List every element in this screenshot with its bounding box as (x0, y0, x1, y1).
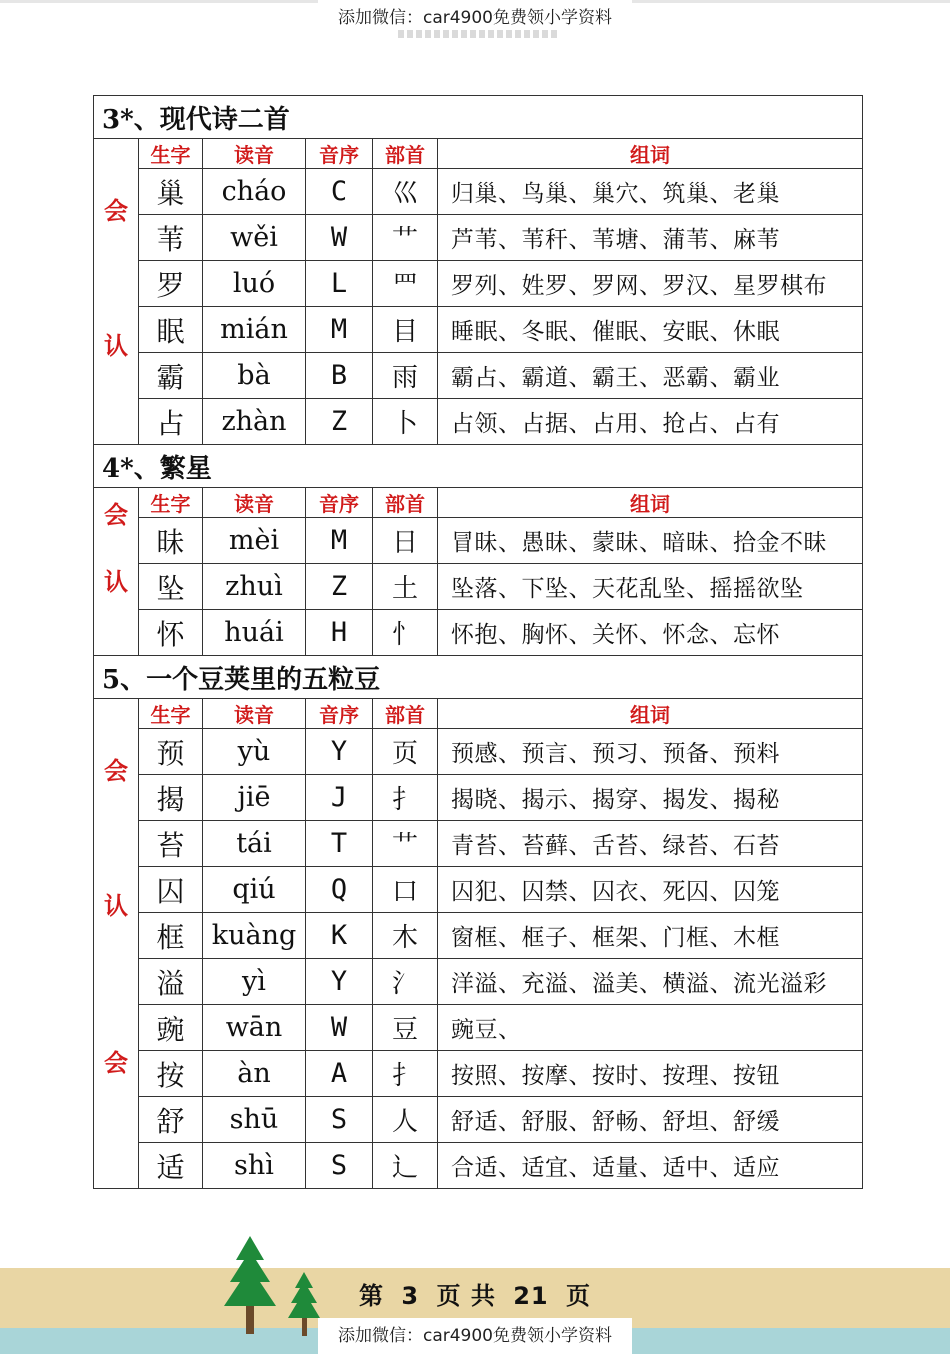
header-char: 生字 (139, 699, 203, 729)
header-row (94, 699, 863, 729)
words-cell: 芦苇、苇秆、苇塘、蒲苇、麻苇 (438, 215, 863, 261)
pinyin-cell: zhuì (203, 564, 306, 610)
page-number (0, 1276, 950, 1311)
char-cell: 囚 (139, 867, 203, 913)
pinyin-cell: wěi (203, 215, 306, 261)
watermark-top: 添加微信：car4900免费领小学资料 (318, 0, 632, 36)
radical-cell: 日 (373, 518, 438, 564)
seq-cell: Z (306, 564, 373, 610)
table-row (94, 564, 863, 610)
side-label: 会 (104, 195, 128, 225)
header-radical: 部首 (373, 699, 438, 729)
table-row (94, 307, 863, 353)
radical-cell: 氵 (373, 959, 438, 1005)
words-cell: 合适、适宜、适量、适中、适应 (438, 1143, 863, 1189)
table-row (94, 913, 863, 959)
header-radical: 部首 (373, 488, 438, 518)
section-title: 5、一个豆荚里的五粒豆 (94, 656, 863, 699)
side-labels (94, 139, 139, 445)
words-cell: 洋溢、充溢、溢美、横溢、流光溢彩 (438, 959, 863, 1005)
words-cell: 占领、占据、占用、抢占、占有 (438, 399, 863, 445)
watermark-bottom: 添加微信：car4900免费领小学资料 (318, 1318, 632, 1354)
seq-cell: L (306, 261, 373, 307)
seq-cell: Y (306, 959, 373, 1005)
char-cell: 占 (139, 399, 203, 445)
page-current: 3 (401, 1282, 420, 1310)
radical-cell: 土 (373, 564, 438, 610)
seq-cell: A (306, 1051, 373, 1097)
char-cell: 霸 (139, 353, 203, 399)
side-labels (94, 488, 139, 656)
pinyin-cell: mèi (203, 518, 306, 564)
side-label: 认 (104, 890, 128, 920)
radical-cell: 页 (373, 729, 438, 775)
table-row (94, 399, 863, 445)
table-row (94, 729, 863, 775)
char-cell: 眠 (139, 307, 203, 353)
section-title: 4*、繁星 (94, 445, 863, 488)
words-cell: 睡眠、冬眠、催眠、安眠、休眠 (438, 307, 863, 353)
side-label: 会 (104, 755, 128, 785)
words-cell: 囚犯、囚禁、囚衣、死囚、囚笼 (438, 867, 863, 913)
side-labels (94, 699, 139, 1189)
pinyin-cell: huái (203, 610, 306, 656)
table-row (94, 959, 863, 1005)
watermark-subtext (398, 30, 558, 38)
header-words: 组词 (438, 488, 863, 518)
seq-cell: W (306, 215, 373, 261)
seq-cell: J (306, 775, 373, 821)
words-cell: 冒昧、愚昧、蒙昧、暗昧、拾金不昧 (438, 518, 863, 564)
pinyin-cell: cháo (203, 169, 306, 215)
table-row (94, 610, 863, 656)
words-cell: 豌豆、 (438, 1005, 863, 1051)
words-cell: 窗框、框子、框架、门框、木框 (438, 913, 863, 959)
header-radical: 部首 (373, 139, 438, 169)
radical-cell: 豆 (373, 1005, 438, 1051)
radical-cell: 卜 (373, 399, 438, 445)
char-cell: 苇 (139, 215, 203, 261)
radical-cell: 人 (373, 1097, 438, 1143)
seq-cell: B (306, 353, 373, 399)
radical-cell: 忄 (373, 610, 438, 656)
seq-cell: W (306, 1005, 373, 1051)
words-cell: 舒适、舒服、舒畅、舒坦、舒缓 (438, 1097, 863, 1143)
table-row (94, 518, 863, 564)
char-cell: 巢 (139, 169, 203, 215)
table-row (94, 215, 863, 261)
seq-cell: Y (306, 729, 373, 775)
words-cell: 坠落、下坠、天花乱坠、摇摇欲坠 (438, 564, 863, 610)
words-cell: 怀抱、胸怀、关怀、怀念、忘怀 (438, 610, 863, 656)
char-cell: 预 (139, 729, 203, 775)
radical-cell: 罒 (373, 261, 438, 307)
pinyin-cell: shì (203, 1143, 306, 1189)
radical-cell: 雨 (373, 353, 438, 399)
radical-cell: 木 (373, 913, 438, 959)
page-mid: 页 共 (436, 1281, 496, 1310)
words-cell: 霸占、霸道、霸王、恶霸、霸业 (438, 353, 863, 399)
page-total: 21 (513, 1282, 549, 1310)
seq-cell: H (306, 610, 373, 656)
header-row (94, 488, 863, 518)
section-title-row (94, 656, 863, 699)
char-cell: 豌 (139, 1005, 203, 1051)
seq-cell: S (306, 1143, 373, 1189)
side-label: 会 (104, 1048, 128, 1077)
table-row (94, 261, 863, 307)
side-label: 认 (104, 330, 128, 360)
radical-cell: 巛 (373, 169, 438, 215)
section-title-row (94, 445, 863, 488)
radical-cell: 艹 (373, 821, 438, 867)
radical-cell: 辶 (373, 1143, 438, 1189)
header-row (94, 139, 863, 169)
words-cell: 预感、预言、预习、预备、预料 (438, 729, 863, 775)
table-row (94, 1051, 863, 1097)
seq-cell: Q (306, 867, 373, 913)
side-label: 认 (104, 567, 128, 596)
char-cell: 怀 (139, 610, 203, 656)
table-row (94, 775, 863, 821)
radical-cell: 扌 (373, 1051, 438, 1097)
section-title: 3*、现代诗二首 (94, 96, 863, 139)
pinyin-cell: tái (203, 821, 306, 867)
seq-cell: M (306, 307, 373, 353)
vocab-table (93, 95, 863, 1189)
header-char: 生字 (139, 488, 203, 518)
table-row (94, 1143, 863, 1189)
char-cell: 坠 (139, 564, 203, 610)
pinyin-cell: jiē (203, 775, 306, 821)
char-cell: 揭 (139, 775, 203, 821)
pinyin-cell: mián (203, 307, 306, 353)
pinyin-cell: qiú (203, 867, 306, 913)
section-title-row (94, 96, 863, 139)
header-pinyin: 读音 (203, 699, 306, 729)
words-cell: 揭晓、揭示、揭穿、揭发、揭秘 (438, 775, 863, 821)
header-seq: 音序 (306, 699, 373, 729)
page-post: 页 (565, 1281, 591, 1310)
seq-cell: C (306, 169, 373, 215)
table-row (94, 353, 863, 399)
seq-cell: T (306, 821, 373, 867)
radical-cell: 口 (373, 867, 438, 913)
char-cell: 昧 (139, 518, 203, 564)
radical-cell: 扌 (373, 775, 438, 821)
char-cell: 罗 (139, 261, 203, 307)
header-words: 组词 (438, 699, 863, 729)
pinyin-cell: kuàng (203, 913, 306, 959)
words-cell: 归巢、鸟巢、巢穴、筑巢、老巢 (438, 169, 863, 215)
table-row (94, 821, 863, 867)
page-pre: 第 (359, 1281, 385, 1310)
radical-cell: 目 (373, 307, 438, 353)
pinyin-cell: luó (203, 261, 306, 307)
seq-cell: M (306, 518, 373, 564)
seq-cell: K (306, 913, 373, 959)
words-cell: 青苔、苔藓、舌苔、绿苔、石苔 (438, 821, 863, 867)
header-pinyin: 读音 (203, 488, 306, 518)
radical-cell: 艹 (373, 215, 438, 261)
header-pinyin: 读音 (203, 139, 306, 169)
char-cell: 舒 (139, 1097, 203, 1143)
side-label: 会 (104, 499, 128, 529)
table-row (94, 169, 863, 215)
header-words: 组词 (438, 139, 863, 169)
header-seq: 音序 (306, 139, 373, 169)
char-cell: 框 (139, 913, 203, 959)
table-row (94, 867, 863, 913)
words-cell: 按照、按摩、按时、按理、按钮 (438, 1051, 863, 1097)
pinyin-cell: bà (203, 353, 306, 399)
seq-cell: S (306, 1097, 373, 1143)
pinyin-cell: yì (203, 959, 306, 1005)
table-row (94, 1005, 863, 1051)
pinyin-cell: wān (203, 1005, 306, 1051)
char-cell: 按 (139, 1051, 203, 1097)
char-cell: 苔 (139, 821, 203, 867)
char-cell: 适 (139, 1143, 203, 1189)
words-cell: 罗列、姓罗、罗网、罗汉、星罗棋布 (438, 261, 863, 307)
char-cell: 溢 (139, 959, 203, 1005)
header-seq: 音序 (306, 488, 373, 518)
pinyin-cell: shū (203, 1097, 306, 1143)
table-row (94, 1097, 863, 1143)
pinyin-cell: àn (203, 1051, 306, 1097)
pinyin-cell: zhàn (203, 399, 306, 445)
pinyin-cell: yù (203, 729, 306, 775)
header-char: 生字 (139, 139, 203, 169)
seq-cell: Z (306, 399, 373, 445)
